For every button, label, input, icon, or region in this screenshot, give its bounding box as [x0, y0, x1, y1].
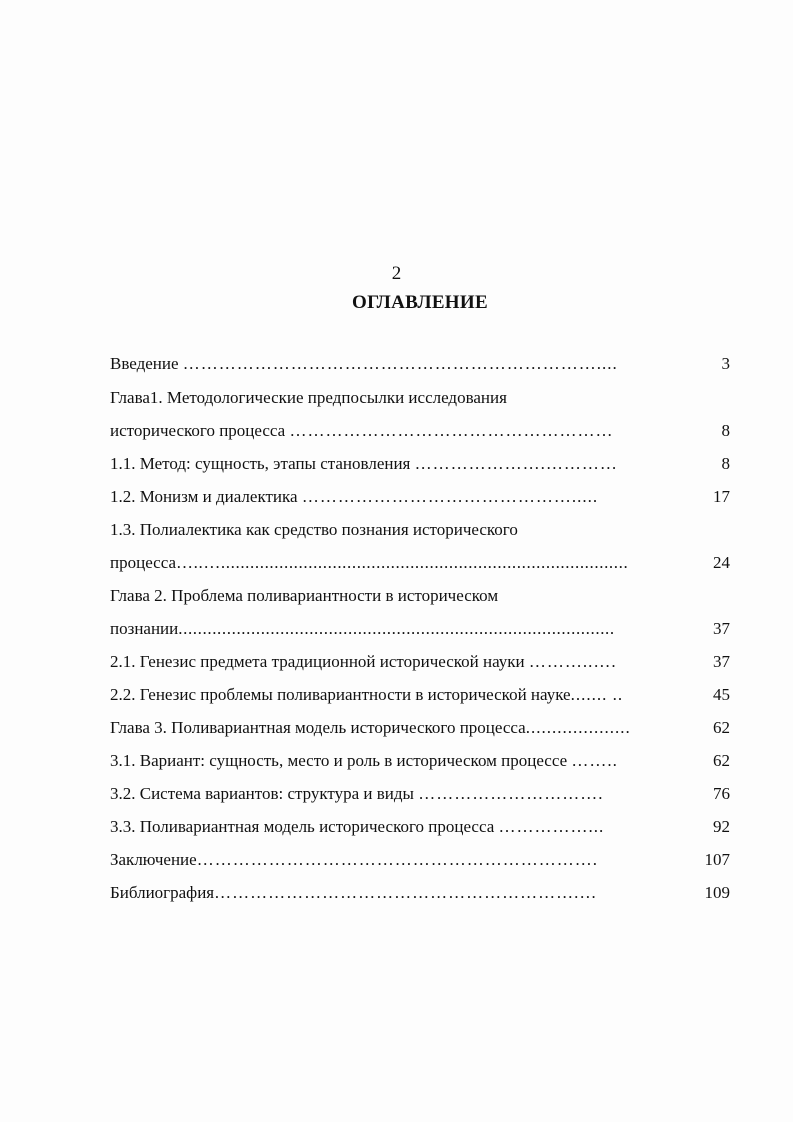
- toc-page-number: 37: [713, 619, 730, 638]
- toc-leader-dots: ……………………………………………………………....: [182, 354, 618, 373]
- toc-leader-dots: ………………………………………………………….: [196, 850, 598, 869]
- toc-entry-text: 2.2. Генезис проблемы поливариантности в исторической науке: [110, 685, 571, 704]
- toc-entry-text: Введение: [110, 354, 179, 373]
- toc-entry-bibliography: [110, 883, 597, 903]
- toc-entry-1-3: [110, 520, 518, 540]
- toc-entry-1-1: [110, 454, 618, 474]
- toc-entry-chapter-2-cont: [110, 619, 615, 639]
- toc-leader-dots: ………..….: [528, 652, 617, 671]
- toc-page-number: 107: [704, 850, 730, 869]
- toc-leader-dots: ………………….…………: [414, 454, 618, 473]
- toc-entry-conclusion: [110, 850, 598, 870]
- toc-entry-text: процесса: [110, 553, 177, 572]
- toc-page-number: 37: [713, 652, 730, 671]
- toc-page-number: 92: [713, 817, 730, 836]
- toc-entry-text: Глава1. Методологические предпосылки исследования: [110, 388, 507, 407]
- toc-leader-dots: ……………………………………….....: [301, 487, 599, 506]
- toc-entry-chapter-2: [110, 586, 498, 606]
- toc-entry-1-2: [110, 487, 598, 507]
- toc-entry-text: Заключение: [110, 850, 197, 869]
- toc-leader-dots: ....... ..: [570, 685, 624, 704]
- toc-entry-text: познании: [110, 619, 179, 638]
- toc-leader-dots: ………………………………………………: [289, 421, 614, 440]
- toc-page-number: 24: [713, 553, 730, 572]
- toc-entry-3-2: [110, 784, 603, 804]
- toc-page-number: 8: [721, 454, 730, 473]
- toc-leader-dots: ……………...: [498, 817, 605, 836]
- toc-page-number: 76: [713, 784, 730, 803]
- toc-entry-2-1: [110, 652, 617, 672]
- toc-entry-text: Библиография: [110, 883, 215, 902]
- toc-entry-3-1: [110, 751, 618, 771]
- toc-entry-text: 3.2. Система вариантов: структура и виды: [110, 784, 414, 803]
- toc-entry-text: 1.2. Монизм и диалектика: [110, 487, 298, 506]
- toc-leader-dots: ..........................................................................................: [178, 619, 615, 638]
- toc-entry-text: 1.1. Метод: сущность, этапы становления: [110, 454, 411, 473]
- toc-entry-introduction: [110, 354, 618, 374]
- toc-entry-text: Глава 3. Поливариантная модель исторического процесса: [110, 718, 526, 737]
- toc-page-number: 8: [721, 421, 730, 440]
- toc-entry-3-3: [110, 817, 604, 837]
- toc-page-number: 17: [713, 487, 730, 506]
- toc-page-number: 3: [721, 354, 730, 373]
- toc-entry-text: 2.1. Генезис предмета традиционной исторической науки: [110, 652, 525, 671]
- toc-page-number: 62: [713, 751, 730, 770]
- toc-leader-dots: ………………………….: [418, 784, 604, 803]
- toc-entry-text: Глава 2. Проблема поливариантности в историческом: [110, 586, 499, 605]
- toc-leader-dots: …..…....................................................................................: [176, 553, 629, 572]
- toc-entry-1-3-cont: [110, 553, 628, 573]
- toc-leader-dots: …………………………………………………….…: [214, 883, 598, 902]
- toc-entry-text: исторического процесса: [110, 421, 286, 440]
- toc-leader-dots: ....................: [525, 718, 631, 737]
- toc-leader-dots: ……..: [571, 751, 618, 770]
- toc-page-number: 109: [704, 883, 730, 902]
- toc-entry-text: 3.1. Вариант: сущность, место и роль в историческом процессе: [110, 751, 568, 770]
- toc-entry-chapter-1-cont: [110, 421, 613, 441]
- toc-entry-chapter-1: [110, 388, 507, 408]
- page-number: 2: [391, 263, 402, 284]
- toc-page-number: 45: [713, 685, 730, 704]
- toc-entry-text: 3.3. Поливариантная модель исторического процесса: [110, 817, 495, 836]
- page-title: ОГЛАВЛЕНИЕ: [352, 292, 488, 313]
- toc-entry-chapter-3: [110, 718, 631, 738]
- toc-entry-text: 1.3. Полиалектика как средство познания исторического: [110, 520, 518, 539]
- toc-entry-2-2: [110, 685, 623, 705]
- toc-page-number: 62: [713, 718, 730, 737]
